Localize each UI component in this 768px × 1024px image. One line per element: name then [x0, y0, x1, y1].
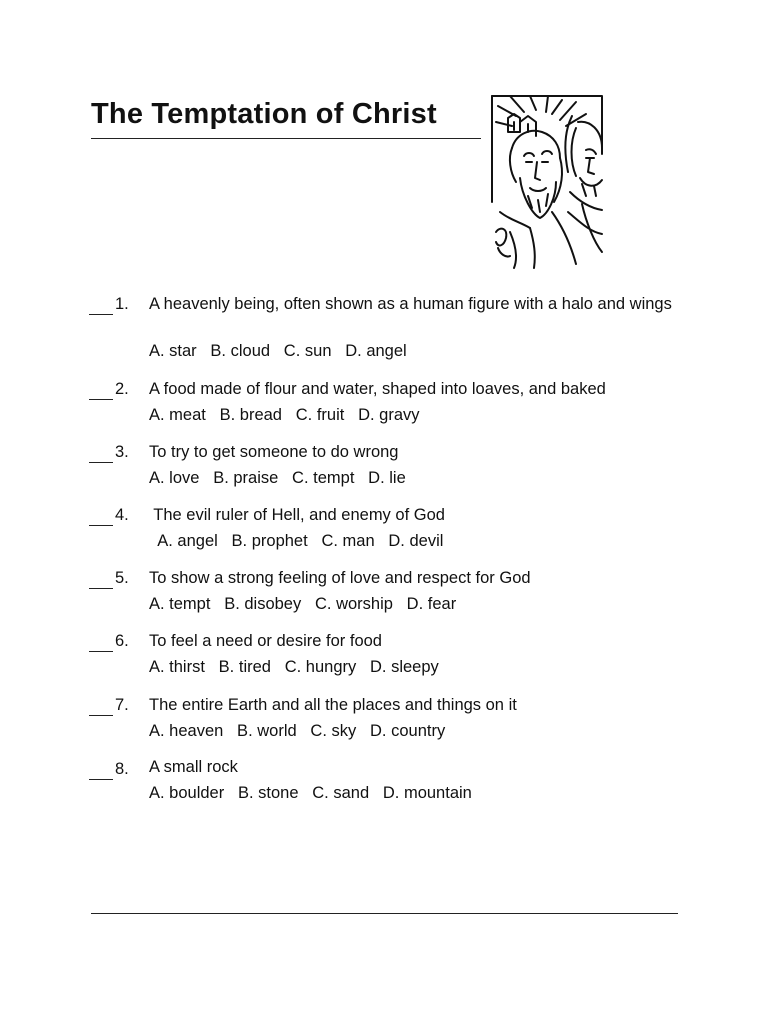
- question-text: To try to get someone to do wrong: [149, 443, 399, 461]
- question-number: 1.: [115, 295, 129, 313]
- question-text: The entire Earth and all the places and things on it: [149, 696, 517, 714]
- page-title: The Temptation of Christ: [91, 98, 437, 130]
- question-text: The evil ruler of Hell, and enemy of God: [149, 506, 445, 524]
- question-1: [89, 292, 689, 362]
- question-text: A food made of flour and water, shaped into loaves, and baked: [149, 380, 606, 398]
- question-2: [89, 377, 689, 427]
- question-5: [89, 566, 689, 616]
- answer-blank[interactable]: [89, 379, 113, 400]
- question-text: A small rock: [149, 758, 238, 776]
- question-choices: A. star B. cloud C. sun D. angel: [149, 342, 407, 360]
- question-number: 3.: [115, 443, 129, 461]
- question-8: [89, 755, 689, 807]
- question-choices: A. boulder B. stone C. sand D. mountain: [149, 784, 472, 802]
- answer-blank[interactable]: [89, 568, 113, 589]
- question-choices: A. angel B. prophet C. man D. devil: [149, 532, 444, 550]
- question-choices: A. heaven B. world C. sky D. country: [149, 722, 446, 740]
- question-7: [89, 693, 689, 743]
- answer-blank[interactable]: [89, 759, 113, 780]
- question-3: [89, 440, 689, 490]
- answer-blank[interactable]: [89, 695, 113, 716]
- question-number: 8.: [115, 760, 129, 778]
- question-choices: A. thirst B. tired C. hungry D. sleepy: [149, 658, 439, 676]
- question-text: A heavenly being, often shown as a human figure with a halo and wings: [149, 295, 672, 313]
- title-underline: [91, 138, 481, 139]
- question-choices: A. love B. praise C. tempt D. lie: [149, 469, 406, 487]
- question-choices: A. tempt B. disobey C. worship D. fear: [149, 595, 457, 613]
- jesus-and-tempter-illustration-icon: [490, 92, 605, 270]
- question-text: To feel a need or desire for food: [149, 632, 382, 650]
- question-number: 4.: [115, 506, 129, 524]
- question-number: 5.: [115, 569, 129, 587]
- answer-blank[interactable]: [89, 631, 113, 652]
- question-number: 6.: [115, 632, 129, 650]
- answer-blank[interactable]: [89, 442, 113, 463]
- question-text: To show a strong feeling of love and respect for God: [149, 569, 531, 587]
- answer-blank[interactable]: [89, 294, 113, 315]
- question-6: [89, 629, 689, 679]
- question-4: [89, 503, 689, 553]
- footer-rule: [91, 913, 678, 914]
- question-number: 7.: [115, 696, 129, 714]
- question-choices: A. meat B. bread C. fruit D. gravy: [149, 406, 420, 424]
- question-number: 2.: [115, 380, 129, 398]
- answer-blank[interactable]: [89, 505, 113, 526]
